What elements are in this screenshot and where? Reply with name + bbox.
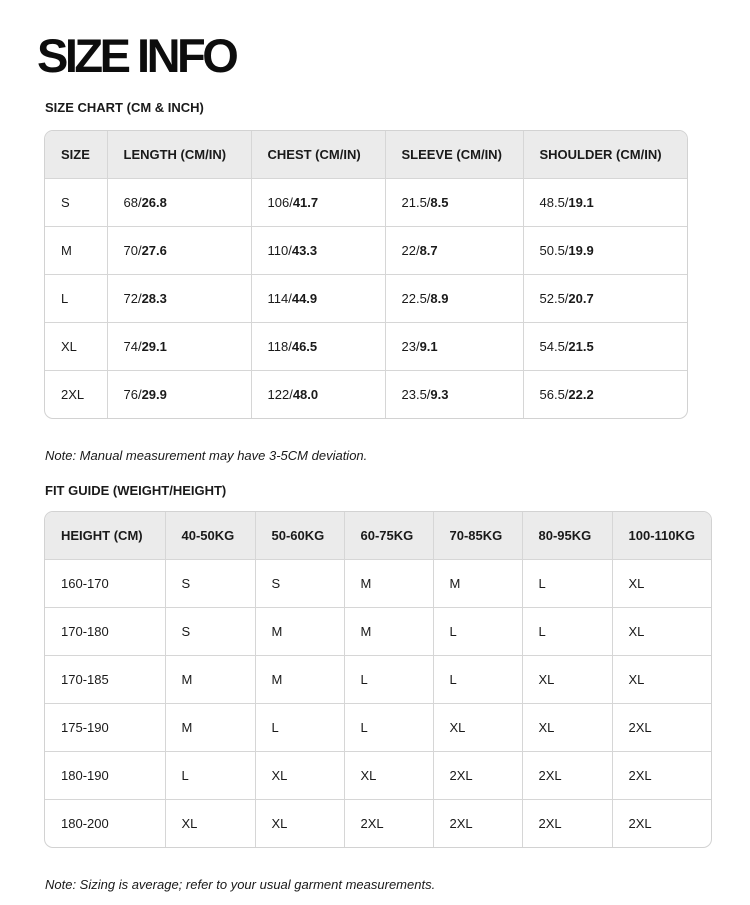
table-row (45, 371, 687, 419)
shoulder-cell: 56.5/22.2 (539, 387, 594, 402)
size-cell: XL (255, 752, 344, 800)
size-cell: M (45, 227, 107, 275)
chest-cell: 110/43.3 (251, 227, 385, 275)
size-cell: L (522, 608, 612, 656)
table-row (45, 608, 711, 656)
size-cell: 2XL (522, 800, 612, 848)
size-cell: L (433, 656, 522, 704)
size-cell: XL (45, 323, 107, 371)
size-cell: L (255, 704, 344, 752)
size-chart-header-row (45, 131, 687, 179)
column-header: 50-60KG (255, 512, 344, 560)
size-cell: M (255, 656, 344, 704)
table-row (45, 275, 687, 323)
table-row (45, 560, 711, 608)
length-cell: 68/26.8 (107, 179, 251, 227)
size-cell: 2XL (45, 371, 107, 419)
column-header: 40-50KG (165, 512, 255, 560)
page-title: SIZE INFO (37, 29, 236, 82)
sleeve-cell: 23/9.1 (385, 323, 523, 371)
table-row (45, 323, 687, 371)
column-header: 60-75KG (344, 512, 433, 560)
size-cell: XL (165, 800, 255, 848)
table-row (45, 656, 711, 704)
size-cell: 2XL (612, 704, 711, 752)
table-row (45, 704, 711, 752)
height-cell: 180-190 (45, 752, 165, 800)
length-cell: 72/28.3 (107, 275, 251, 323)
size-cell: 2XL (344, 800, 433, 848)
size-chart-table (44, 130, 688, 419)
column-header: 70-85KG (433, 512, 522, 560)
size-cell: XL (522, 704, 612, 752)
size-cell: M (255, 608, 344, 656)
table-row (45, 227, 687, 275)
column-header: 80-95KG (522, 512, 612, 560)
column-header: LENGTH (CM/IN) (107, 131, 251, 179)
size-cell: L (344, 656, 433, 704)
column-header: HEIGHT (CM) (45, 512, 165, 560)
table-row (45, 179, 687, 227)
size-cell: 2XL (522, 752, 612, 800)
column-header: SIZE (45, 131, 107, 179)
table-row (45, 752, 711, 800)
length-cell: 70/27.6 (107, 227, 251, 275)
column-header: 100-110KG (612, 512, 711, 560)
height-cell: 175-190 (45, 704, 165, 752)
size-cell: L (522, 560, 612, 608)
size-cell: 2XL (433, 752, 522, 800)
size-cell: M (344, 608, 433, 656)
size-cell: XL (522, 656, 612, 704)
height-cell: 170-180 (45, 608, 165, 656)
size-cell: XL (433, 704, 522, 752)
chest-cell: 114/44.9 (251, 275, 385, 323)
size-cell: S (165, 608, 255, 656)
size-cell: 2XL (612, 752, 711, 800)
sleeve-cell: 22/8.7 (385, 227, 523, 275)
table-row (45, 800, 711, 848)
chest-cell: 118/46.5 (251, 323, 385, 371)
size-cell: L (433, 608, 522, 656)
fit-guide-heading: FIT GUIDE (WEIGHT/HEIGHT) (45, 483, 227, 498)
size-cell: S (255, 560, 344, 608)
column-header: SHOULDER (CM/IN) (523, 131, 687, 179)
size-cell: L (344, 704, 433, 752)
column-header: SLEEVE (CM/IN) (385, 131, 523, 179)
size-cell: M (433, 560, 522, 608)
height-cell: 170-185 (45, 656, 165, 704)
fit-guide-table (44, 511, 712, 848)
size-cell: XL (612, 608, 711, 656)
length-cell: 76/29.9 (107, 371, 251, 419)
size-cell: XL (612, 560, 711, 608)
size-cell: 2XL (628, 816, 652, 831)
size-cell: XL (255, 800, 344, 848)
size-cell: S (45, 179, 107, 227)
size-cell: S (165, 560, 255, 608)
shoulder-cell: 52.5/20.7 (523, 275, 687, 323)
shoulder-cell: 48.5/19.1 (523, 179, 687, 227)
height-cell: 160-170 (45, 560, 165, 608)
size-cell: M (165, 704, 255, 752)
size-cell: XL (344, 752, 433, 800)
size-cell: L (165, 752, 255, 800)
size-cell: 2XL (433, 800, 522, 848)
sizing-note: Note: Sizing is average; refer to your usual garment measurements. (45, 877, 436, 892)
fit-guide-header-row (45, 512, 711, 560)
sleeve-cell: 21.5/8.5 (385, 179, 523, 227)
size-cell: M (344, 560, 433, 608)
size-cell: M (165, 656, 255, 704)
sleeve-cell: 23.5/9.3 (385, 371, 523, 419)
size-cell: XL (612, 656, 711, 704)
size-chart-heading: SIZE CHART (CM & INCH) (45, 100, 204, 115)
size-cell: L (45, 275, 107, 323)
height-cell: 180-200 (45, 800, 165, 848)
measurement-note: Note: Manual measurement may have 3-5CM deviation. (45, 448, 368, 463)
column-header: CHEST (CM/IN) (251, 131, 385, 179)
chest-cell: 106/41.7 (251, 179, 385, 227)
sleeve-cell: 22.5/8.9 (385, 275, 523, 323)
shoulder-cell: 54.5/21.5 (523, 323, 687, 371)
length-cell: 74/29.1 (107, 323, 251, 371)
shoulder-cell: 50.5/19.9 (523, 227, 687, 275)
chest-cell: 122/48.0 (251, 371, 385, 419)
